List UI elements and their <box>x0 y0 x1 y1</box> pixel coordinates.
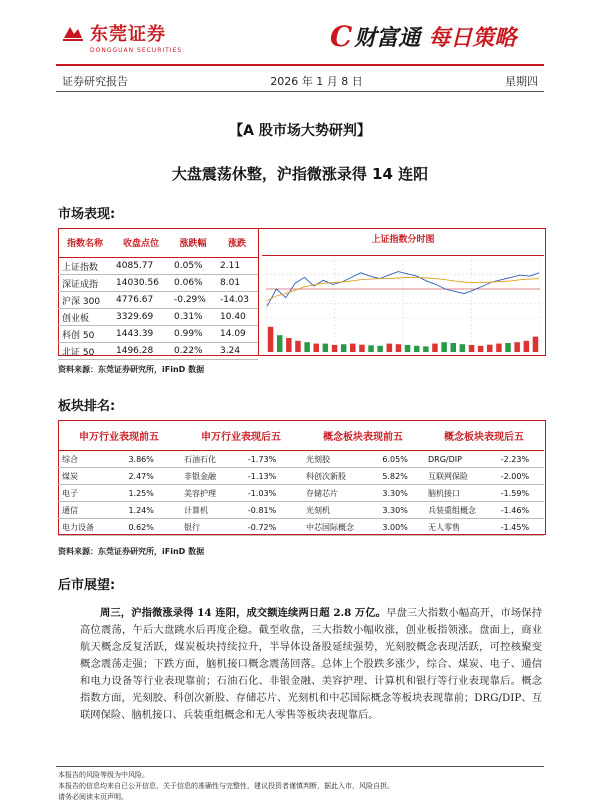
cell: -0.29% <box>170 292 216 309</box>
ranking-section-title: 板块排名: <box>58 399 116 414</box>
report-weekday: 星期四 <box>504 75 538 88</box>
outlook-section-title: 后市展望: <box>58 578 116 593</box>
cell: 0.06% <box>170 275 216 292</box>
chart-volume-bar <box>268 327 274 352</box>
chart-volume-bar <box>524 341 530 352</box>
report-type: 证券研究报告 <box>62 75 128 88</box>
company-name-cn: 东莞证券 <box>90 24 166 45</box>
cell: -0.81% <box>244 502 302 519</box>
cell: -1.13% <box>244 468 302 485</box>
table-row <box>424 451 544 468</box>
brand-logo <box>330 20 516 53</box>
cell: 3329.69 <box>112 309 170 326</box>
table-row <box>180 502 302 519</box>
cell: 非银金融 <box>180 468 244 485</box>
ranking-table-concept-bottom <box>424 420 544 536</box>
report-info-row <box>62 73 538 89</box>
cell: 10.40 <box>216 309 258 326</box>
cell: 通信 <box>58 502 124 519</box>
brand-c-icon: C <box>330 20 353 53</box>
chart-volume-bar <box>478 346 484 352</box>
cell: 1496.28 <box>112 343 170 360</box>
ranking-table-concept-top <box>302 420 424 536</box>
ranking-table-sw-bottom <box>180 420 302 536</box>
cell: 4776.67 <box>112 292 170 309</box>
table-row <box>180 485 302 502</box>
table-row <box>424 519 544 536</box>
chart-volume-bar <box>432 344 438 352</box>
footer-risk: 本报告的风险等级为中风险。 <box>58 771 149 779</box>
chart-volume-bar <box>405 345 411 352</box>
cell: 2.47% <box>124 468 180 485</box>
cell: 电子 <box>58 485 124 502</box>
cell: DRG/DIP <box>424 451 497 468</box>
cell: 北证 50 <box>58 343 112 360</box>
cell: -0.72% <box>244 519 302 536</box>
table-row <box>58 343 258 360</box>
ranking-source: 资料来源：东莞证券研究所，iFinD 数据 <box>58 547 205 556</box>
cell: 1.24% <box>124 502 180 519</box>
chart-volume-bar <box>332 345 338 352</box>
col-change-pct: 涨跌幅 <box>170 228 216 258</box>
ranking-table-sw-top <box>58 420 180 536</box>
cell: 深证成指 <box>58 275 112 292</box>
col-change: 涨跌 <box>216 228 258 258</box>
company-name-en: DONGGUAN SECURITIES <box>90 47 183 54</box>
cell: 1.25% <box>124 485 180 502</box>
table-row <box>58 451 180 468</box>
cell: 3.24 <box>216 343 258 360</box>
footer-divider <box>56 766 544 767</box>
cell: 综合 <box>58 451 124 468</box>
chart-volume-bar <box>377 346 383 352</box>
chart-volume-bar <box>350 344 356 352</box>
cell: 0.22% <box>170 343 216 360</box>
outlook-body: 早盘三大指数小幅高开，市场保持高位震荡，午后大盘跳水后再度企稳。截至收盘，三大指数小幅收涨，创业板指领涨。盘面上，商业航天概念反复活跃，煤炭板块持续拉升，半导体设备股延续强势，光刻胶概念表现活跃，可控核聚变概念震荡走强；下跌方面，脑机接口概念震荡回落。总体上个股跌多涨少，综合、煤炭、电子、通信和电力设备等行业表现靠前；石油石化、非银金融、美容护理、计算机和银行等行业表现靠后。概念指数方面，光刻胶、科创次新股、存储芯片、光刻机和中芯国际概念等板块表现靠前；DRG/DIP、互联网保险、脑机接口、兵装重组概念和无人零售等板块表现靠后。 <box>80 607 543 721</box>
cell: 中芯国际概念 <box>302 519 378 536</box>
table-row <box>302 502 424 519</box>
market-frame-divider <box>258 228 259 356</box>
table-row <box>180 451 302 468</box>
chart-volume-bar <box>460 344 466 352</box>
chart-volume-bar <box>304 342 310 352</box>
company-logo-mark-icon <box>62 24 84 42</box>
chart-title-underline <box>262 255 544 256</box>
chart-volume-bar <box>387 344 393 352</box>
chart-volume-bar <box>341 344 347 352</box>
cell: -1.46% <box>497 502 544 519</box>
footer-disclaimer: 本报告的信息均来自已公开信息，关于信息的准确性与完整性，建议投资者谨慎判断，据此入市，风险自担。 <box>58 782 394 790</box>
header-divider <box>56 64 544 66</box>
table-row <box>58 292 258 309</box>
cell: 美容护理 <box>180 485 244 502</box>
table-row <box>302 451 424 468</box>
cell: 光刻胶 <box>302 451 378 468</box>
cell: -1.45% <box>497 519 544 536</box>
cell: -1.73% <box>244 451 302 468</box>
cell: 3.86% <box>124 451 180 468</box>
ranking-title: 申万行业表现前五 <box>58 420 180 451</box>
cell: 存储芯片 <box>302 485 378 502</box>
cell: 2.11 <box>216 258 258 275</box>
cell: 0.31% <box>170 309 216 326</box>
cell: 创业板 <box>58 309 112 326</box>
col-close: 收盘点位 <box>112 228 170 258</box>
cell: 光刻机 <box>302 502 378 519</box>
cell: 8.01 <box>216 275 258 292</box>
chart-title: 上证指数分时图 <box>371 235 435 245</box>
cell: 3.30% <box>378 485 424 502</box>
chart-volume-bar <box>277 335 283 352</box>
cell: 5.82% <box>378 468 424 485</box>
cell: 银行 <box>180 519 244 536</box>
cell: -2.00% <box>497 468 544 485</box>
footer-notice: 请务必阅读末页声明。 <box>58 793 128 801</box>
cell: 煤炭 <box>58 468 124 485</box>
chart-volume-bar <box>487 345 493 352</box>
table-row <box>58 502 180 519</box>
table-row <box>58 485 180 502</box>
cell: 0.99% <box>170 326 216 343</box>
cell: 脑机接口 <box>424 485 497 502</box>
cell: -2.23% <box>497 451 544 468</box>
table-row <box>180 468 302 485</box>
cell: 14.09 <box>216 326 258 343</box>
cell: 兵装重组概念 <box>424 502 497 519</box>
report-headline: 大盘震荡休整，沪指微涨录得 14 连阳 <box>171 165 429 183</box>
cell: 无人零售 <box>424 519 497 536</box>
chart-volume-bar <box>414 346 420 352</box>
col-index-name: 指数名称 <box>58 228 112 258</box>
chart-volume-bar <box>295 341 301 352</box>
cell: 0.05% <box>170 258 216 275</box>
table-row <box>302 485 424 502</box>
cell: -14.03 <box>216 292 258 309</box>
chart-volume-bar <box>314 344 320 352</box>
market-table-header <box>58 228 258 258</box>
header-divider-bottom <box>56 91 544 92</box>
market-table <box>58 228 258 360</box>
table-row <box>58 275 258 292</box>
chart-volume-bar <box>469 345 475 352</box>
chart-volume-bar <box>496 344 502 352</box>
cell: 6.05% <box>378 451 424 468</box>
table-row <box>302 519 424 536</box>
cell: 上证指数 <box>58 258 112 275</box>
chart-volume-bar <box>286 338 292 352</box>
cell: 科创 50 <box>58 326 112 343</box>
table-row <box>424 485 544 502</box>
chart-volume-bar <box>505 343 511 352</box>
cell: 计算机 <box>180 502 244 519</box>
table-row <box>424 502 544 519</box>
chart-volume-bar <box>396 344 402 352</box>
ranking-title: 申万行业表现后五 <box>180 420 302 451</box>
report-date: 2026 年 1 月 8 日 <box>270 75 363 88</box>
chart-volume-bar <box>359 345 365 352</box>
chart-volume-bar <box>514 342 520 352</box>
cell: 科创次新股 <box>302 468 378 485</box>
table-row <box>58 309 258 326</box>
outlook-paragraph <box>80 605 542 724</box>
cell: 互联网保险 <box>424 468 497 485</box>
cell: 4085.77 <box>112 258 170 275</box>
table-row <box>58 258 258 275</box>
chart-volume-bar <box>323 344 329 352</box>
chart-volume-bar <box>441 342 447 352</box>
chart-volume-bar <box>451 343 457 352</box>
cell: 3.00% <box>378 519 424 536</box>
report-main-title: 【A 股市场大势研判】 <box>229 123 371 139</box>
cell: 1443.39 <box>112 326 170 343</box>
cell: 沪深 300 <box>58 292 112 309</box>
cell: -1.03% <box>244 485 302 502</box>
cell: -1.59% <box>497 485 544 502</box>
chart-volume-bar <box>423 346 429 352</box>
cell: 电力设备 <box>58 519 124 536</box>
table-row <box>302 468 424 485</box>
cell: 14030.56 <box>112 275 170 292</box>
market-source: 资料来源：东莞证券研究所，iFinD 数据 <box>58 365 205 374</box>
ranking-title: 概念板块表现后五 <box>424 420 544 451</box>
cell: 0.62% <box>124 519 180 536</box>
intraday-chart <box>266 260 540 352</box>
table-row <box>58 468 180 485</box>
cell: 石油石化 <box>180 451 244 468</box>
cell: 3.30% <box>378 502 424 519</box>
brand-name: 财富通 <box>354 25 421 51</box>
company-logo <box>62 20 182 54</box>
table-row <box>58 519 180 536</box>
table-row <box>180 519 302 536</box>
outlook-lead: 周三，沪指微涨录得 14 连阳，成交额连续两日超 2.8 万亿。 <box>100 607 387 619</box>
table-row <box>424 468 544 485</box>
ranking-title: 概念板块表现前五 <box>302 420 424 451</box>
chart-volume-bar <box>533 337 539 352</box>
brand-tag: 每日策略 <box>428 25 517 51</box>
market-section-title: 市场表现: <box>58 207 116 222</box>
table-row <box>58 326 258 343</box>
chart-volume-bar <box>368 345 374 352</box>
